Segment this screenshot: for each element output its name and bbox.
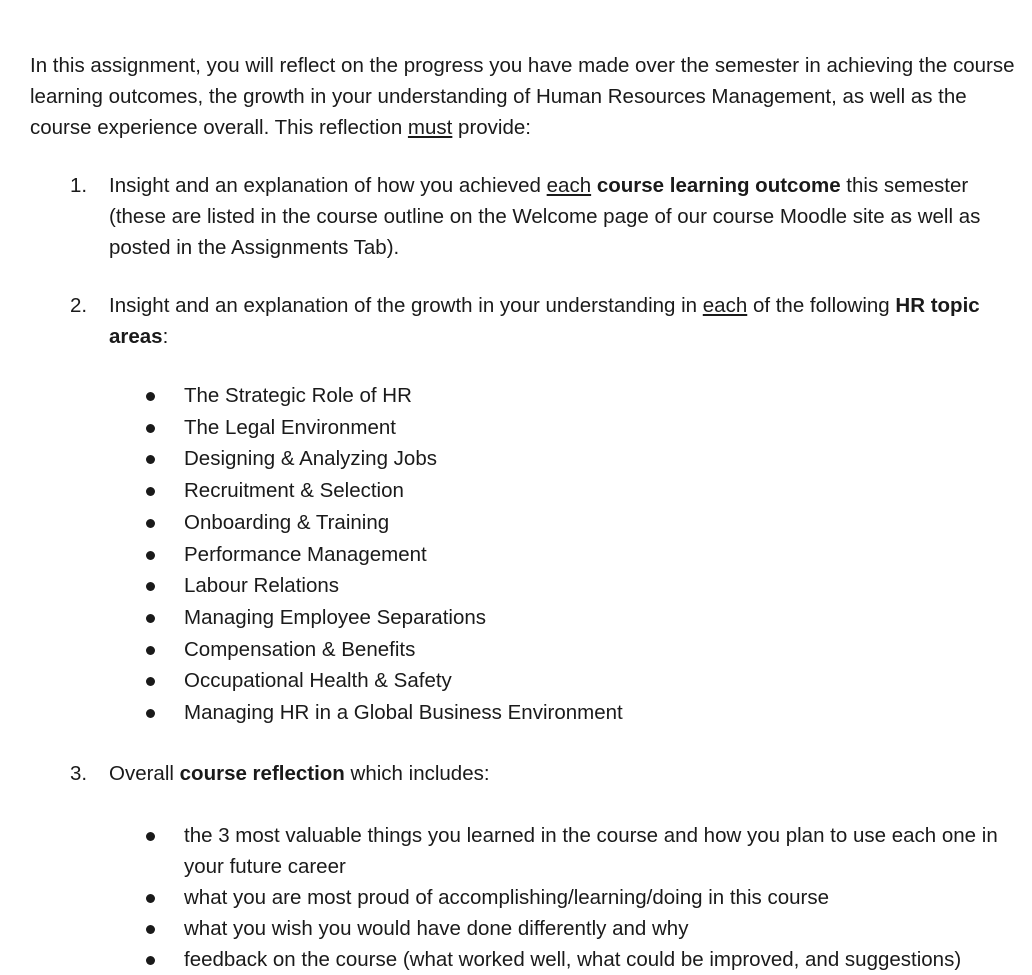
topic-label: Performance Management — [184, 542, 427, 566]
reflection-item — [142, 820, 1012, 882]
reflection-point-list — [142, 820, 1012, 975]
bullet-icon — [146, 519, 155, 528]
item-text-bold: HR topic areas — [109, 294, 980, 348]
bullet-icon — [146, 677, 155, 686]
topic-item — [142, 443, 1012, 475]
reflection-label: feedback on the course (what worked well, what could be improved, and suggestions) — [184, 948, 962, 971]
item-number: 2. — [70, 294, 88, 317]
topic-label: Designing & Analyzing Jobs — [184, 447, 437, 471]
topic-label: The Legal Environment — [184, 415, 396, 439]
bullet-icon — [146, 925, 155, 934]
bullet-icon — [146, 956, 155, 965]
topic-label: Labour Relations — [184, 574, 339, 598]
bullet-icon — [146, 614, 155, 623]
topic-item — [142, 634, 1012, 666]
item-text-post: : — [162, 325, 169, 348]
reflection-item — [142, 913, 1012, 944]
bullet-icon — [146, 455, 155, 464]
item-text-pre: Insight and an explanation of how you achieved — [109, 174, 547, 197]
topic-label: Occupational Health & Safety — [184, 669, 452, 693]
intro-text-end: provide: — [452, 116, 531, 139]
item-text-bold: course reflection — [179, 762, 345, 785]
topic-label: Onboarding & Training — [184, 510, 390, 534]
item-text-pre: Overall — [109, 762, 180, 785]
reflection-item — [142, 882, 1012, 913]
item-text-pre: Insight and an explanation of the growth in your understanding in — [109, 294, 703, 317]
bullet-icon — [146, 487, 155, 496]
item-text-mid: of the following — [747, 294, 896, 317]
intro-paragraph — [30, 50, 1015, 143]
item-number: 1. — [70, 174, 88, 197]
item-text-bold: course learning outcome — [596, 174, 841, 197]
item-number: 3. — [70, 762, 88, 785]
item-text-underline: each — [546, 174, 592, 197]
topic-label: Managing HR in a Global Business Environment — [184, 701, 623, 725]
topic-item — [142, 697, 1012, 729]
bullet-icon — [146, 894, 155, 903]
topic-item — [142, 412, 1012, 444]
topic-label: Compensation & Benefits — [184, 637, 416, 661]
item-text-post: which includes: — [344, 762, 490, 785]
item-text — [109, 170, 1009, 263]
topic-item — [142, 539, 1012, 571]
intro-text: In this assignment, you will reflect on the progress you have made over the semester in achieving the course learning outcomes, the growth in your understanding of Human Resources Management, as well as the course experience overall. This reflection — [30, 54, 1015, 139]
hr-topic-list — [142, 380, 1012, 729]
item-text-post: this semester (these are listed in the course outline on the Welcome page of our course Moodle site as well as posted in the Assignments Tab). — [109, 174, 981, 259]
reflection-label: what you wish you would have done differently and why — [184, 917, 689, 940]
reflection-label: what you are most proud of accomplishing/learning/doing in this course — [184, 886, 829, 909]
bullet-icon — [146, 392, 155, 401]
reflection-label: the 3 most valuable things you learned in the course and how you plan to use each one in your future career — [184, 824, 998, 878]
intro-must: must — [407, 116, 453, 139]
topic-item — [142, 665, 1012, 697]
reflection-item — [142, 944, 1012, 975]
topic-label: The Strategic Role of HR — [184, 384, 412, 407]
topic-item — [142, 602, 1012, 634]
topic-item — [142, 570, 1012, 602]
bullet-icon — [146, 832, 155, 841]
topic-label: Managing Employee Separations — [184, 605, 486, 629]
bullet-icon — [146, 646, 155, 655]
item-text — [109, 758, 1009, 789]
topic-label: Recruitment & Selection — [184, 479, 404, 503]
bullet-icon — [146, 551, 155, 560]
bullet-icon — [146, 424, 155, 433]
item-text-underline: each — [702, 294, 748, 317]
bullet-icon — [146, 582, 155, 591]
item-text — [109, 290, 1009, 352]
topic-item — [142, 475, 1012, 507]
topic-item — [142, 380, 1012, 412]
bullet-icon — [146, 709, 155, 718]
topic-item — [142, 507, 1012, 539]
